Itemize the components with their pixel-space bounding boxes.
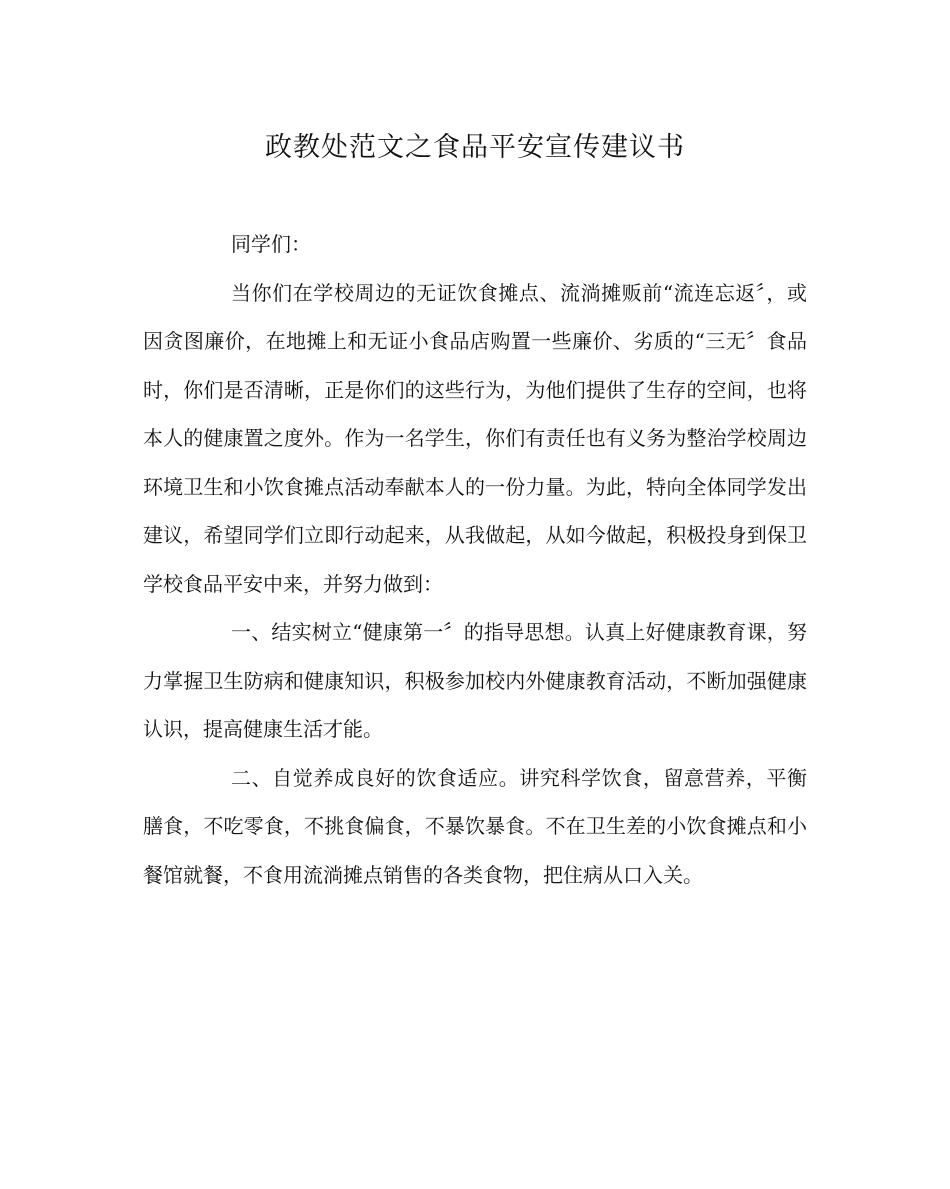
- document-body: [143, 220, 807, 899]
- salutation: 同学们：: [231, 232, 311, 256]
- paragraph-item-2: 二、自觉养成良好的饮食适应。讲究科学饮食，留意营养，平衡膳食，不吃零食，不挑食偏食，不暴饮暴食。不在卫生差的小饮食摊点和小餐馆就餐，不食用流淌摊点销售的各类食物，把住病从口入关。: [143, 765, 807, 887]
- paragraph-intro: 当你们在学校周边的无证饮食摊点、流淌摊贩前“流连忘返〞，或因贪图廉价，在地摊上和无证小食品店购置一些廉价、劣质的“三无〞食品时，你们是否清晰，正是你们的这些行为，为他们提供了生存的空间，也将本人的健康置之度外。作为一名学生，你们有责任也有义务为整治学校周边环境卫生和小饮食摊点活动奉献本人的一份力量。为此，特向全体同学发出建议，希望同学们立即行动起来，从我做起，从如今做起，积极投身到保卫学校食品平安中来，并努力做到：: [143, 280, 807, 596]
- paragraph-item-1: 一、结实树立“健康第一〞的指导思想。认真上好健康教育课，努力掌握卫生防病和健康知识，积极参加校内外健康教育活动，不断加强健康认识，提高健康生活才能。: [143, 620, 807, 741]
- document-title: 政教处范文之食品平安宣传建议书: [265, 132, 685, 163]
